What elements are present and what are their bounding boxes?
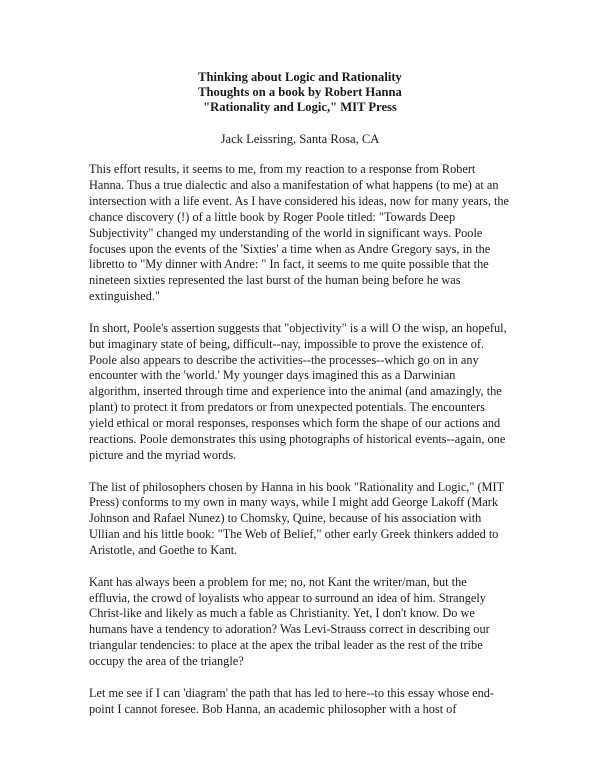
- text-line: Johnson and Rafael Nunez) to Chomsky, Quine, because of his association with: [89, 511, 482, 526]
- paragraph-3: [89, 480, 539, 560]
- author-line: Jack Leissring, Santa Rosa, CA: [220, 132, 380, 146]
- text-line: This effort results, it seems to me, from my reaction to a response from Robert: [89, 162, 476, 176]
- text-line: but imaginary state of being, difficult--nay, impossible to prove the existence of.: [89, 336, 485, 351]
- title-line-3: "Rationality and Logic," MIT Press: [203, 100, 397, 114]
- text-line: Hanna. Thus a true dialectic and also a manifestation of what happens (to me) at an: [89, 177, 499, 192]
- text-line: nineteen sixties represented the last burst of the human being before he was: [89, 273, 461, 288]
- title-line-1: Thinking about Logic and Rationality: [198, 70, 402, 84]
- text-line: extinguished.": [89, 289, 160, 304]
- text-line: occupy the area of the triangle?: [89, 654, 244, 669]
- text-line: humans have a tendency to adoration? Was Levi-Strauss correct in describing our: [89, 622, 490, 637]
- text-line: The list of philosophers chosen by Hanna in his book "Rationality and Logic," (MIT: [89, 479, 505, 494]
- document-body: [89, 162, 539, 733]
- text-line: algorithm, inserted through time and experience into the animal (and amazingly, the: [89, 384, 502, 399]
- paragraph-1: [89, 162, 539, 305]
- paragraph-5: [89, 686, 539, 718]
- text-line: point I cannot foresee. Bob Hanna, an academic philosopher with a host of: [89, 701, 457, 716]
- text-line: triangular tendencies: to place at the apex the tribal leader as the rest of the tribe: [89, 638, 483, 653]
- text-line: Christ-like and likely as much a fable as Christianity. Yet, I don't know. Do we: [89, 606, 475, 621]
- text-line: picture and the myriad words.: [89, 448, 237, 462]
- text-line: In short, Poole's assertion suggests that "objectivity" is a will O the wisp, an hopeful,: [89, 320, 507, 335]
- text-line: Aristotle, and Goethe to Kant.: [89, 543, 238, 558]
- text-line: encounter with the 'world.' My younger days imagined this as a Darwinian: [89, 368, 456, 383]
- text-line: focuses upon the events of the 'Sixties' a time when as Andre Gregory says, in the: [89, 241, 491, 256]
- text-line: chance discovery (!) of a little book by Roger Poole titled: "Towards Deep: [89, 209, 456, 224]
- text-line: yield ethical or moral responses, responses which form the shape of our actions and: [89, 416, 501, 431]
- text-line: effluvia, the crowd of loyalists who appear to surround an idea of him. Strangely: [89, 590, 486, 605]
- text-line: Let me see if I can 'diagram' the path that has led to here--to this essay whose end-: [89, 685, 494, 700]
- text-line: intersection with a life event. As I have considered his ideas, now for many years, the: [89, 193, 510, 208]
- paragraph-2: [89, 321, 539, 464]
- text-line: reactions. Poole demonstrates this using photographs of historical events--again, one: [89, 432, 506, 447]
- text-line: libretto to "My dinner with Andre: " In fact, it seems to me quite possible that the: [89, 257, 489, 272]
- text-line: Poole also appears to describe the activities--the processes--which go on in any: [89, 352, 479, 367]
- text-line: Subjectivity" changed my understanding of the world in significant ways. Poole: [89, 225, 483, 240]
- document-header: [0, 70, 600, 115]
- paragraph-4: [89, 575, 539, 670]
- text-line: Kant has always been a problem for me; no, not Kant the writer/man, but the: [89, 574, 467, 589]
- text-line: plant) to protect it from predators or from unexpected potentials. The encounters: [89, 400, 485, 415]
- text-line: Ullian and his little book: "The Web of Belief," other early Greek thinkers added to: [89, 527, 499, 542]
- title-line-2: Thoughts on a book by Robert Hanna: [198, 85, 402, 99]
- text-line: Press) conforms to my own in many ways, while I might add George Lakoff (Mark: [89, 495, 499, 510]
